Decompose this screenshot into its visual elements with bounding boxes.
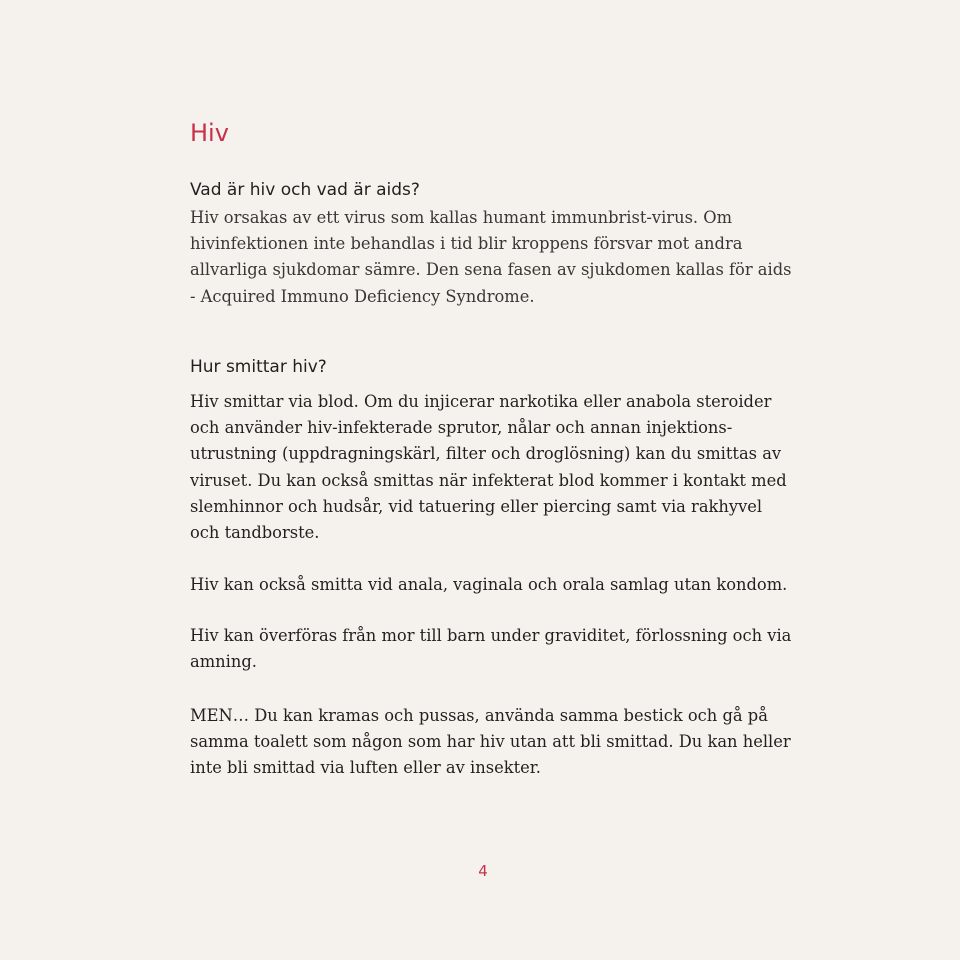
paragraph-sexual-transmission [190,572,787,598]
section-heading-what-is-hiv: Vad är hiv och vad är aids? [190,180,420,200]
text-line: utrustning (uppdragningskärl, filter och droglösning) kan du smittas av [190,444,782,464]
section-heading-how-hiv-spreads: Hur smittar hiv? [190,357,327,377]
text-line: amning. [190,652,257,672]
text-line: Hiv kan överföras från mor till barn under graviditet, förlossning och via [190,626,792,645]
page-number: 4 [478,862,488,880]
text-line: allvarliga sjukdomar sämre. Den sena fasen av sjukdomen kallas för aids [190,260,792,280]
text-line: Hiv orsakas av ett virus som kallas humant immunbrist-virus. Om [190,208,733,227]
text-line: viruset. Du kan också smittas när infekterat blod kommer i kontakt med [190,470,787,490]
text-line: och använder hiv-infekterade sprutor, nålar och annan injektions- [190,418,733,438]
paragraph-mother-to-child [190,623,791,675]
text-line: slemhinnor och hudsår, vid tatuering eller piercing samt via rakhyvel [190,496,763,516]
text-line: Hiv smittar via blod. Om du injicerar narkotika eller anabola steroider [190,392,772,411]
paragraph-what-is-hiv [190,205,791,310]
text-line: hivinfektionen inte behandlas i tid blir kroppens försvar mot andra [190,234,743,254]
text-line: MEN… Du kan kramas och pussas, använda samma bestick och gå på [190,706,768,725]
text-line: - Acquired Immuno Deficiency Syndrome. [190,286,535,306]
text-line: inte bli smittad via luften eller av insekter. [190,758,541,778]
text-line: och tandborste. [190,523,320,543]
text-line: samma toalett som någon som har hiv utan att bli smittad. Du kan heller [190,732,791,752]
paragraph-not-transmitted [190,703,791,782]
paragraph-how-hiv-spreads [190,389,787,546]
page-title: Hiv [190,119,229,147]
text-line: Hiv kan också smitta vid anala, vaginala och orala samlag utan kondom. [190,575,788,594]
